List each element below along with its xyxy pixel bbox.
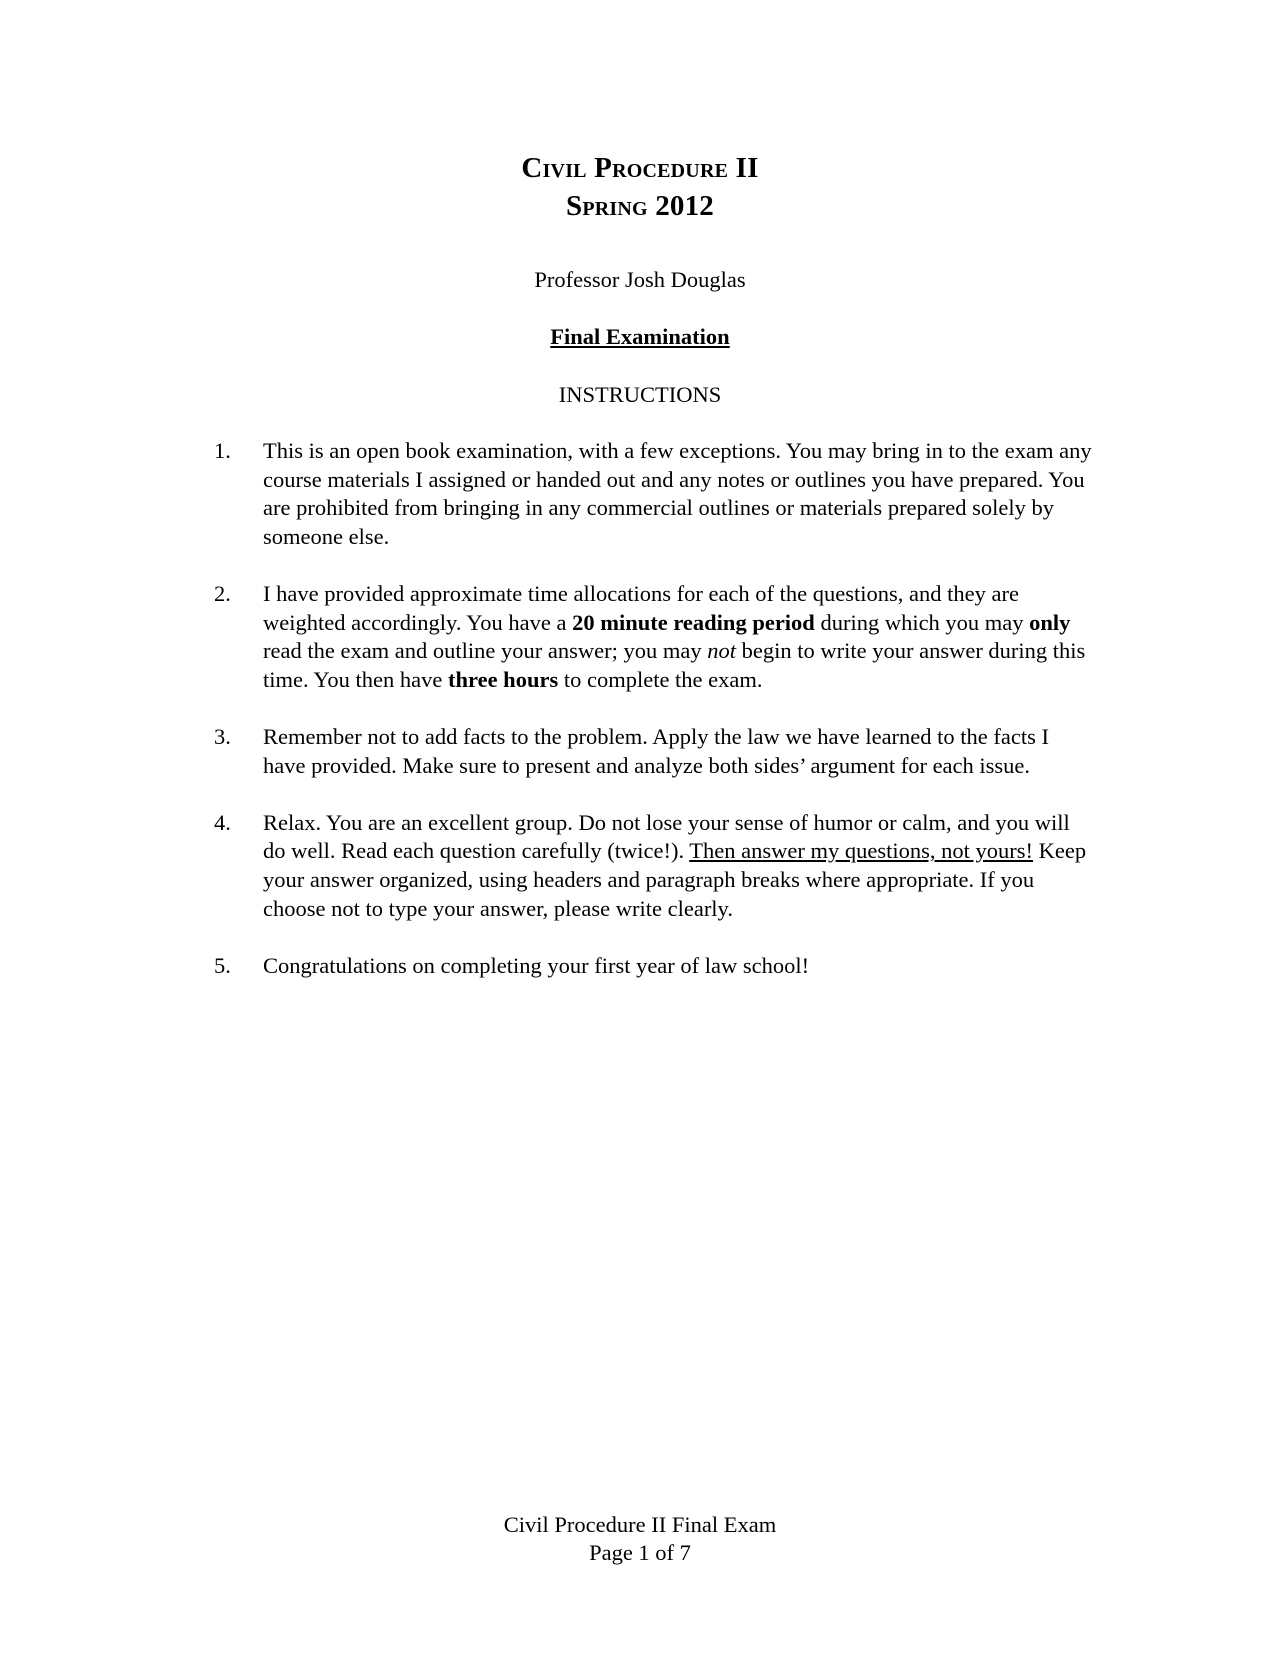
instruction-text: This is an open book examination, with a few exceptions. You may bring in to the exam any course materials I assigned or handed out and any notes or outlines you have prepared. You are prohibited from bringing in any commercial outlines or materials prepared solely by someone else. [263,438,1092,549]
page-footer [0,1511,1280,1567]
course-title: Civil Procedure II [521,152,759,184]
instruction-number: 5. [214,952,231,978]
underlined-emphasis: Then answer my questions, not yours! [689,838,1033,864]
text-run: Relax. You are an excellent group. Do not lose your sense of humor or calm, and you will do well. Read each question carefully (twice!). [263,809,1070,864]
text-run: begin to write your answer during this time. You then have [263,638,1086,692]
term-title: Spring 2012 [565,190,715,222]
text-run: during which you may [814,609,1030,635]
instruction-number: 4. [214,809,231,835]
instruction-number: 2. [214,580,231,606]
instruction-number: 3. [214,723,231,749]
three-hours-emphasis: three hours [448,666,559,692]
instruction-text [263,581,1085,692]
not-emphasis: not [707,638,736,664]
instruction-number: 1. [214,438,231,463]
text-run: I have provided approximate time allocations for each of the questions, and they are weighted accordingly. You have a [263,580,1019,635]
instruction-item [214,952,1094,981]
instruction-text: Remember not to add facts to the problem. Apply the law we have learned to the facts I have provided. Make sure to present and analyze both sides’ argument for each issue. [263,723,1049,778]
instructions-heading: INSTRUCTIONS [558,382,722,407]
instruction-item [214,437,1094,551]
text-run: Keep your answer organized, using headers and paragraph breaks where appropriate. If you choose not to type your answer, please write clearly. [263,838,1087,921]
text-run: read the exam and outline your answer; you may [263,638,708,664]
instructions-list [214,437,1094,1009]
only-emphasis: only [1029,609,1071,635]
instruction-item [214,809,1094,923]
professor-name: Professor Josh Douglas [534,267,746,292]
reading-period-emphasis: 20 minute reading period [572,609,815,635]
instruction-text: Congratulations on completing your first year of law school! [263,952,810,978]
page-number: Page 1 of 7 [589,1540,691,1565]
text-run: to complete the exam. [558,666,763,692]
exam-title: Final Examination [550,324,730,349]
instruction-text [263,810,1086,921]
instruction-item [214,580,1094,694]
instruction-item [214,723,1094,780]
footer-title: Civil Procedure II Final Exam [503,1512,777,1537]
